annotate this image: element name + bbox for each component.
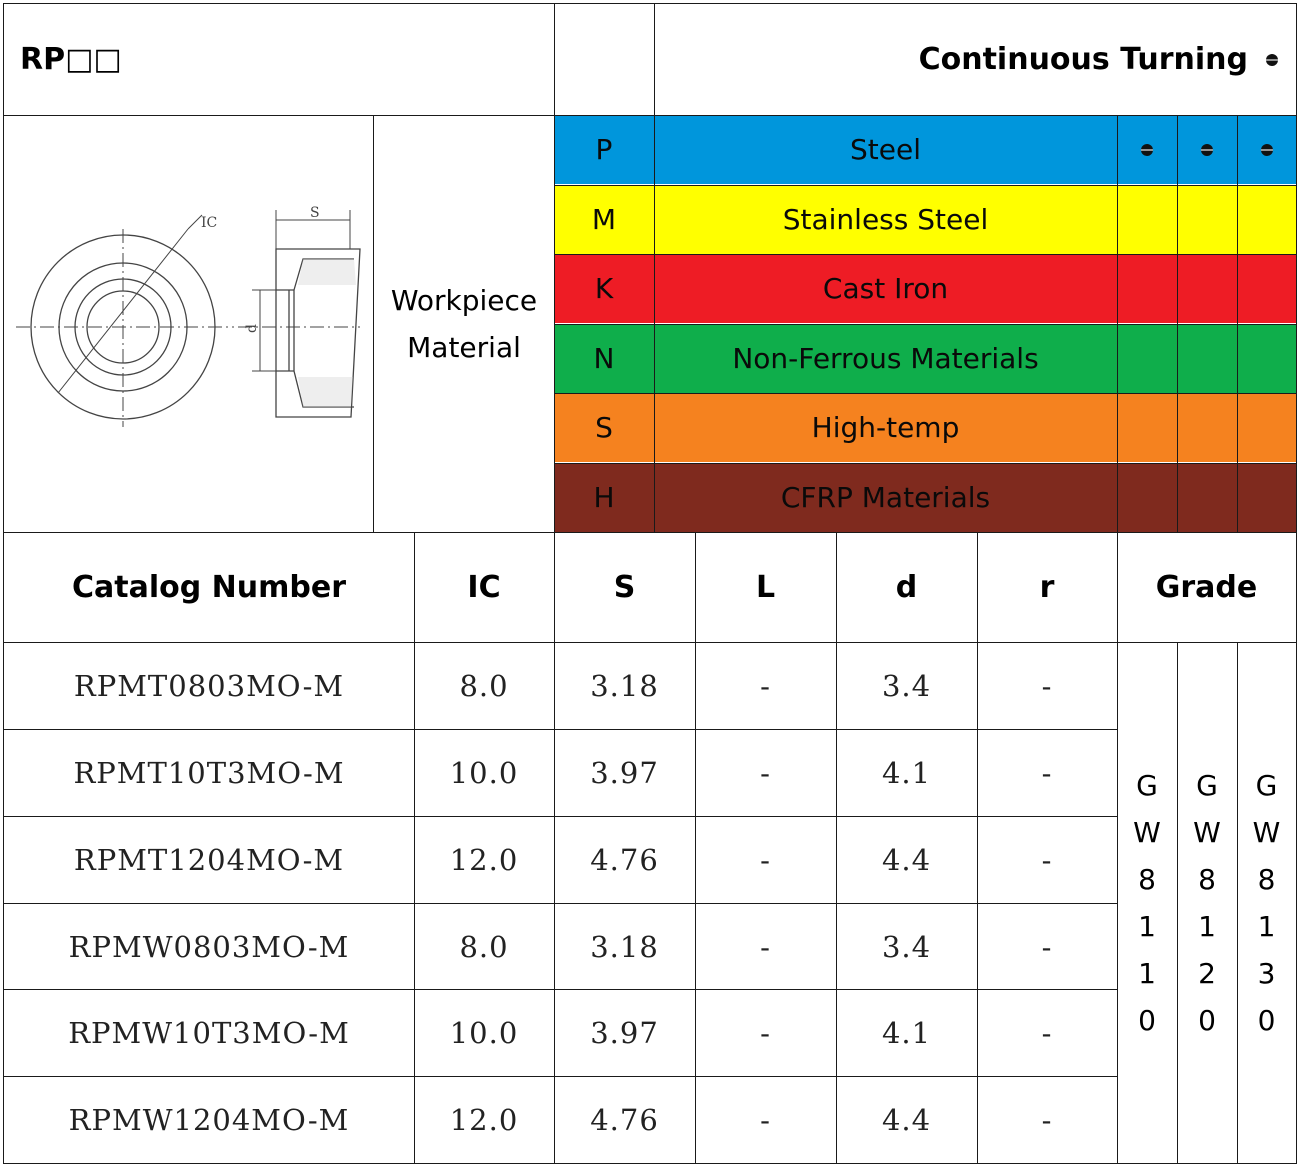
catalog-number-cell: RPMW10T3MO-M: [68, 1015, 350, 1050]
ic-dimension-label: IC: [201, 215, 218, 231]
material-name: Non-Ferrous Materials: [732, 342, 1039, 375]
material-code: N: [593, 342, 615, 375]
col-header-ic: IC: [467, 569, 501, 605]
grid-line: [3, 115, 1297, 116]
grade-label-char: 1: [1257, 909, 1276, 943]
grade-label-char: G: [1255, 768, 1278, 802]
grid-line: [554, 185, 1297, 186]
grade-suitability-cell: [1177, 115, 1237, 184]
grade-suitability-cell: [1117, 185, 1177, 254]
grade-suitability-cell: [1237, 254, 1296, 323]
d-dimension-label: d: [244, 324, 260, 333]
d-cell: 3.4: [881, 668, 932, 703]
l-cell: -: [760, 842, 771, 877]
s-cell: 3.97: [590, 755, 659, 790]
s-cell: 3.97: [590, 1015, 659, 1050]
material-code: P: [595, 133, 613, 166]
grid-line: [3, 1163, 1297, 1164]
col-header-s: S: [613, 569, 636, 605]
grid-line: [654, 115, 655, 533]
suitability-dot: [1201, 144, 1213, 156]
suitability-dot: [1141, 144, 1153, 156]
material-name: Stainless Steel: [782, 203, 989, 236]
l-cell: -: [760, 929, 771, 964]
grade-label-char: W: [1252, 815, 1281, 849]
grade-label-char: 1: [1138, 909, 1156, 943]
l-cell: -: [760, 668, 771, 703]
series-title: [4, 4, 554, 115]
grade-suitability-cell: [1117, 254, 1177, 323]
grade-label-char: 0: [1138, 1003, 1156, 1037]
grade-suitability-cell: [1117, 393, 1177, 462]
grid-line: [3, 903, 1118, 904]
grade-suitability-cell: [1177, 254, 1237, 323]
workpiece-material-label: [374, 115, 554, 532]
grid-line: [3, 1076, 1118, 1077]
workpiece-label-line2: Material: [407, 330, 521, 364]
workpiece-label-line1: Workpiece: [390, 283, 538, 317]
catalog-number-cell: RPMT10T3MO-M: [73, 755, 345, 790]
material-name: High-temp: [811, 411, 960, 444]
grid-line: [554, 463, 1297, 464]
grid-line: [3, 816, 1118, 817]
l-cell: -: [760, 1015, 771, 1050]
grade-label: [1117, 642, 1177, 1163]
grid-line: [1117, 115, 1118, 533]
ic-cell: 10.0: [449, 755, 519, 790]
grade-suitability-cell: [1177, 463, 1237, 532]
grid-line: [554, 393, 1297, 394]
ic-cell: 8.0: [459, 929, 509, 964]
catalog-number-cell: RPMT0803MO-M: [73, 668, 345, 703]
d-cell: 3.4: [881, 929, 932, 964]
grid-line: [3, 989, 1118, 990]
grid-line: [3, 729, 1118, 730]
grid-line: [654, 3, 655, 116]
grid-line: [554, 3, 555, 533]
s-cell: 3.18: [590, 929, 659, 964]
material-code: M: [591, 203, 617, 236]
grid-line: [3, 642, 1297, 643]
grade-label-char: W: [1133, 815, 1161, 849]
operation-indicator-dot: [1266, 54, 1278, 66]
grade-suitability-cell: [1237, 463, 1296, 532]
material-name: Cast Iron: [822, 272, 949, 305]
grade-label-char: G: [1136, 768, 1158, 802]
grid-line: [1237, 115, 1238, 533]
r-cell: -: [1041, 842, 1053, 877]
grade-suitability-cell: [1117, 463, 1177, 532]
material-code: H: [593, 481, 615, 514]
d-cell: 4.4: [881, 842, 932, 877]
material-name: CFRP Materials: [780, 481, 991, 514]
grade-suitability-cell: [1117, 324, 1177, 393]
material-code: K: [594, 272, 614, 305]
grade-label-char: 1: [1198, 909, 1216, 943]
ic-cell: 12.0: [449, 842, 519, 877]
grade-suitability-cell: [1237, 393, 1296, 462]
grade-label-char: 8: [1138, 862, 1156, 896]
s-cell: 4.76: [590, 842, 659, 877]
grade-suitability-cell: [1237, 185, 1296, 254]
grid-line: [695, 532, 696, 1164]
grid-line: [554, 324, 1297, 325]
col-header-grade: Grade: [1155, 569, 1258, 605]
grade-suitability-cell: [1177, 324, 1237, 393]
grade-label-char: 3: [1257, 956, 1276, 990]
d-cell: 4.1: [881, 755, 932, 790]
col-header-l: L: [755, 569, 776, 605]
grade-label-char: G: [1196, 768, 1218, 802]
d-cell: 4.4: [881, 1102, 932, 1137]
grade-suitability-cell: [1237, 115, 1296, 184]
grid-line: [554, 254, 1297, 255]
catalog-number-cell: RPMW0803MO-M: [68, 929, 350, 964]
material-code: S: [595, 411, 613, 444]
grid-line: [3, 532, 1297, 533]
grade-label-char: 8: [1257, 862, 1276, 896]
grade-label-char: 1: [1138, 956, 1156, 990]
grade-suitability-cell: [1237, 324, 1296, 393]
operation-title-text: Continuous Turning: [918, 42, 1248, 77]
s-cell: 4.76: [590, 1102, 659, 1137]
grid-line: [1177, 115, 1178, 533]
grid-line: [373, 115, 374, 533]
col-header-catalog-number: Catalog Number: [72, 569, 346, 605]
r-cell: -: [1041, 929, 1053, 964]
grade-label-char: 0: [1198, 1003, 1216, 1037]
series-title-text: RP□□: [20, 42, 122, 77]
col-header-r: r: [1039, 569, 1055, 605]
insert-drawing-svg: [4, 115, 373, 532]
ic-cell: 12.0: [449, 1102, 519, 1137]
grade-label-char: 0: [1257, 1003, 1276, 1037]
material-name: Steel: [850, 133, 921, 166]
grade-label: [1237, 642, 1296, 1163]
ic-cell: 10.0: [449, 1015, 519, 1050]
s-cell: 3.18: [590, 668, 659, 703]
grid-line: [1117, 532, 1118, 1164]
grade-suitability-cell: [1117, 115, 1177, 184]
r-cell: -: [1041, 668, 1053, 703]
grade-suitability-cell: [1177, 393, 1237, 462]
l-cell: -: [760, 1102, 771, 1137]
grid-line: [1237, 642, 1238, 1164]
grade-label: [1177, 642, 1237, 1163]
grade-label-char: W: [1193, 815, 1221, 849]
l-cell: -: [760, 755, 771, 790]
r-cell: -: [1041, 1102, 1053, 1137]
suitability-dot: [1261, 144, 1273, 156]
catalog-number-cell: RPMW1204MO-M: [68, 1102, 350, 1137]
d-cell: 4.1: [881, 1015, 932, 1050]
r-cell: -: [1041, 755, 1053, 790]
col-header-d: d: [895, 569, 918, 605]
grid-line: [414, 532, 415, 1164]
catalog-number-cell: RPMT1204MO-M: [73, 842, 345, 877]
s-dimension-label: S: [310, 205, 320, 221]
grid-line: [3, 3, 1297, 4]
grade-suitability-cell: [1177, 185, 1237, 254]
grid-line: [1177, 642, 1178, 1164]
operation-title: [654, 4, 1296, 115]
insert-drawing: [4, 115, 373, 532]
grade-label-char: 8: [1198, 862, 1216, 896]
grid-line: [977, 532, 978, 1164]
grade-label-char: 2: [1198, 956, 1216, 990]
grid-line: [554, 532, 555, 1164]
ic-cell: 8.0: [459, 668, 509, 703]
grid-line: [1296, 3, 1297, 1164]
grid-line: [836, 532, 837, 1164]
r-cell: -: [1041, 1015, 1053, 1050]
